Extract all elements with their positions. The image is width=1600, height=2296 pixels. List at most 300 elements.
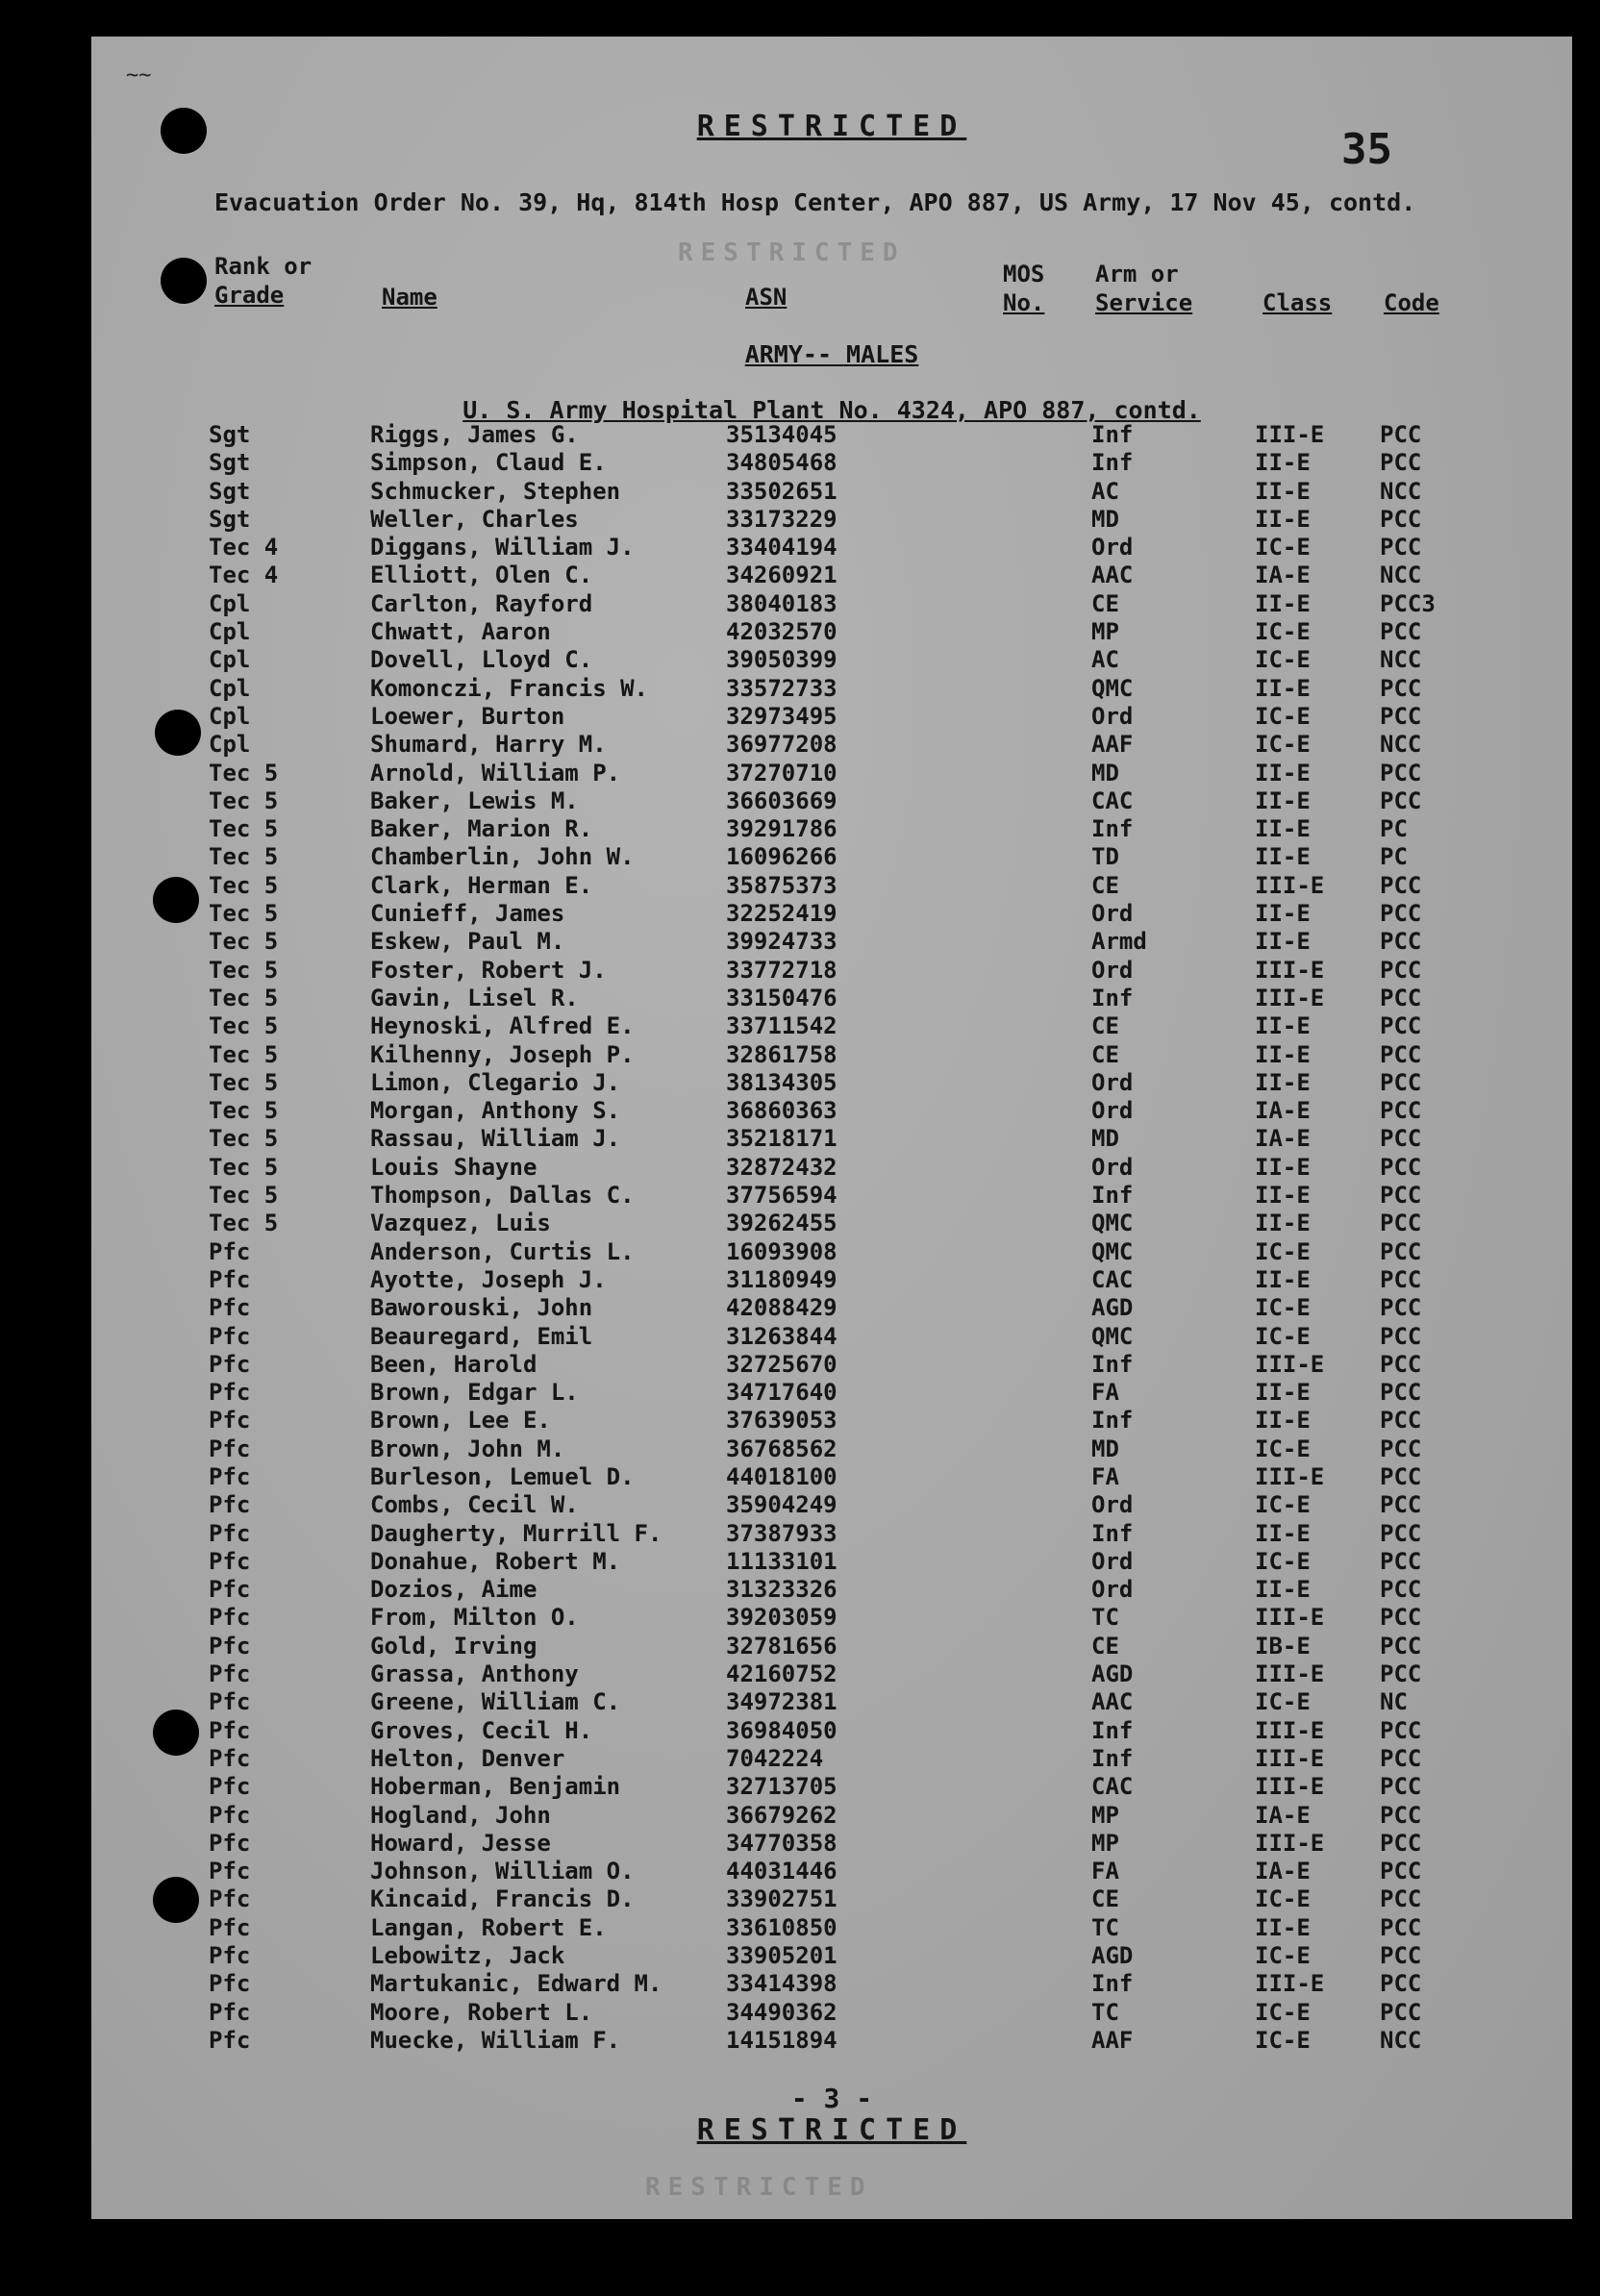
personnel-table — [91, 421, 1572, 2055]
order-header: Evacuation Order No. 39, Hq, 814th Hosp Center, APO 887, US Army, 17 Nov 45, contd. — [214, 188, 1416, 216]
asn-cell: 35134045 — [726, 421, 838, 448]
col-asn-header: ASN — [745, 284, 788, 311]
name-cell: Elliott, Olen C. — [370, 562, 593, 589]
table-row — [91, 478, 1572, 506]
rank-cell: Pfc — [209, 1379, 251, 1407]
code-cell: NCC — [1380, 2026, 1422, 2054]
class-cell: III-E — [1255, 956, 1325, 984]
class-cell: III-E — [1255, 1660, 1325, 1688]
table-row — [91, 1491, 1572, 1519]
bleed-through-text: RESTRICTED — [678, 238, 906, 267]
rank-cell: Pfc — [209, 1773, 251, 1801]
class-cell: IB-E — [1255, 1632, 1311, 1660]
rank-cell: Tec 5 — [209, 1012, 279, 1040]
asn-cell: 14151894 — [726, 2026, 838, 2054]
section-title: ARMY-- MALES — [744, 340, 919, 368]
rank-cell: Pfc — [209, 1858, 251, 1885]
rank-cell: Tec 5 — [209, 815, 279, 843]
class-cell: II-E — [1255, 589, 1311, 617]
class-cell: II-E — [1255, 1576, 1311, 1604]
class-cell: II-E — [1255, 1379, 1311, 1407]
code-cell: NCC — [1380, 562, 1422, 589]
class-cell: III-E — [1255, 984, 1325, 1011]
arm-service-cell: QMC — [1091, 674, 1134, 702]
rank-cell: Pfc — [209, 1519, 251, 1547]
asn-cell: 35218171 — [726, 1125, 838, 1153]
code-cell: PCC — [1380, 759, 1422, 786]
code-cell: PCC — [1380, 900, 1422, 928]
rank-cell: Tec 5 — [209, 1068, 279, 1096]
table-row — [91, 1520, 1572, 1548]
code-cell: PCC — [1380, 1265, 1422, 1293]
class-cell: IC-E — [1255, 1688, 1311, 1716]
asn-cell: 31263844 — [726, 1322, 838, 1350]
rank-cell: Cpl — [209, 646, 251, 674]
asn-cell: 33572733 — [726, 674, 838, 702]
code-cell: PCC — [1380, 1829, 1422, 1857]
asn-cell: 44018100 — [726, 1462, 838, 1490]
name-cell: Cunieff, James — [370, 900, 565, 928]
asn-cell: 33173229 — [726, 505, 838, 533]
table-row — [91, 675, 1572, 703]
rank-cell: Pfc — [209, 1998, 251, 2026]
table-row — [91, 1914, 1572, 1942]
rank-cell: Pfc — [209, 1294, 251, 1322]
arm-service-cell: Ord — [1091, 1547, 1134, 1575]
arm-service-cell: CE — [1091, 1632, 1119, 1660]
code-cell: PCC — [1380, 1801, 1422, 1829]
code-cell: PCC — [1380, 984, 1422, 1011]
arm-service-cell: Inf — [1091, 1519, 1134, 1547]
asn-cell: 39203059 — [726, 1604, 838, 1632]
punch-hole — [161, 258, 207, 304]
table-row — [91, 1633, 1572, 1660]
class-cell: IC-E — [1255, 731, 1311, 759]
rank-cell: Pfc — [209, 1716, 251, 1744]
name-cell: Foster, Robert J. — [370, 956, 607, 984]
corner-mark: ~~ — [126, 63, 152, 87]
table-row — [91, 1773, 1572, 1801]
asn-cell: 32252419 — [726, 900, 838, 928]
table-row — [91, 1041, 1572, 1069]
asn-cell: 33150476 — [726, 984, 838, 1011]
class-cell: IC-E — [1255, 1294, 1311, 1322]
rank-cell: Sgt — [209, 477, 251, 505]
code-cell: NCC — [1380, 731, 1422, 759]
class-cell: IC-E — [1255, 1435, 1311, 1462]
table-row — [91, 1069, 1572, 1097]
rank-cell: Pfc — [209, 1237, 251, 1265]
asn-cell: 33902751 — [726, 1885, 838, 1913]
asn-cell: 34260921 — [726, 562, 838, 589]
arm-service-cell: Ord — [1091, 702, 1134, 730]
code-cell: PCC — [1380, 786, 1422, 814]
class-cell: II-E — [1255, 1182, 1311, 1210]
asn-cell: 39924733 — [726, 928, 838, 956]
name-cell: Brown, John M. — [370, 1435, 565, 1462]
asn-cell: 39291786 — [726, 815, 838, 843]
class-cell: IC-E — [1255, 1322, 1311, 1350]
arm-service-cell: Ord — [1091, 1068, 1134, 1096]
rank-cell: Pfc — [209, 1435, 251, 1462]
name-cell: Thompson, Dallas C. — [370, 1182, 635, 1210]
rank-cell: Pfc — [209, 1407, 251, 1435]
name-cell: Donahue, Robert M. — [370, 1547, 621, 1575]
name-cell: Muecke, William F. — [370, 2026, 621, 2054]
class-cell: II-E — [1255, 815, 1311, 843]
code-cell: PCC — [1380, 421, 1422, 448]
rank-cell: Pfc — [209, 1604, 251, 1632]
code-cell: PCC — [1380, 1604, 1422, 1632]
code-cell: PCC — [1380, 1885, 1422, 1913]
class-cell: IC-E — [1255, 702, 1311, 730]
table-row — [91, 1125, 1572, 1153]
class-cell: III-E — [1255, 871, 1325, 899]
class-cell: III-E — [1255, 421, 1325, 448]
code-cell: PCC — [1380, 1294, 1422, 1322]
table-row — [91, 1660, 1572, 1688]
arm-service-cell: AAF — [1091, 731, 1134, 759]
asn-cell: 32725670 — [726, 1350, 838, 1378]
col-mos-header: MOS No. — [1003, 261, 1045, 316]
arm-service-cell: CE — [1091, 1012, 1119, 1040]
class-cell: IC-E — [1255, 2026, 1311, 2054]
asn-cell: 42160752 — [726, 1660, 838, 1688]
table-row — [91, 1097, 1572, 1125]
table-row — [91, 1717, 1572, 1745]
name-cell: Daugherty, Murrill F. — [370, 1519, 662, 1547]
code-cell: PCC — [1380, 1237, 1422, 1265]
bleed-through-text: RESTRICTED — [645, 2173, 873, 2202]
name-cell: Rassau, William J. — [370, 1125, 621, 1153]
asn-cell: 35875373 — [726, 871, 838, 899]
table-row — [91, 1435, 1572, 1463]
rank-cell: Tec 5 — [209, 1040, 279, 1068]
code-cell: PCC — [1380, 1716, 1422, 1744]
name-cell: Baker, Lewis M. — [370, 786, 579, 814]
table-row — [91, 1688, 1572, 1716]
code-cell: NCC — [1380, 477, 1422, 505]
arm-service-cell: TC — [1091, 1998, 1119, 2026]
table-row — [91, 1012, 1572, 1040]
asn-cell: 32713705 — [726, 1773, 838, 1801]
class-cell: IC-E — [1255, 646, 1311, 674]
table-row — [91, 985, 1572, 1012]
rank-cell: Tec 5 — [209, 956, 279, 984]
asn-cell: 33404194 — [726, 534, 838, 562]
name-cell: Greene, William C. — [370, 1688, 621, 1716]
table-row — [91, 760, 1572, 787]
arm-service-cell: AAC — [1091, 1688, 1134, 1716]
arm-service-cell: Inf — [1091, 1182, 1134, 1210]
table-row — [91, 1407, 1572, 1435]
arm-service-cell: CAC — [1091, 1265, 1134, 1293]
rank-cell: Tec 5 — [209, 871, 279, 899]
arm-service-cell: AGD — [1091, 1660, 1134, 1688]
asn-cell: 38134305 — [726, 1068, 838, 1096]
class-cell: II-E — [1255, 1519, 1311, 1547]
name-cell: Chwatt, Aaron — [370, 618, 551, 646]
rank-cell: Sgt — [209, 505, 251, 533]
class-cell: II-E — [1255, 505, 1311, 533]
table-row — [91, 1970, 1572, 1998]
class-cell: II-E — [1255, 1153, 1311, 1181]
rank-cell: Tec 5 — [209, 1182, 279, 1210]
class-cell: IC-E — [1255, 534, 1311, 562]
name-cell: Lebowitz, Jack — [370, 1942, 565, 1970]
asn-cell: 38040183 — [726, 589, 838, 617]
name-cell: Been, Harold — [370, 1350, 538, 1378]
rank-cell: Tec 5 — [209, 1097, 279, 1125]
arm-service-cell: Inf — [1091, 421, 1134, 448]
arm-service-cell: MP — [1091, 1829, 1119, 1857]
name-cell: Riggs, James G. — [370, 421, 579, 448]
page-number: 35 — [1341, 125, 1392, 174]
class-cell: II-E — [1255, 1068, 1311, 1096]
code-cell: PCC3 — [1380, 589, 1436, 617]
restricted-footer: RESTRICTED — [696, 2113, 967, 2147]
rank-cell: Tec 5 — [209, 1125, 279, 1153]
code-cell: PCC — [1380, 1576, 1422, 1604]
asn-cell: 42032570 — [726, 618, 838, 646]
arm-service-cell: Ord — [1091, 956, 1134, 984]
arm-service-cell: Ord — [1091, 1491, 1134, 1519]
name-cell: Burleson, Lemuel D. — [370, 1462, 635, 1490]
name-cell: Gold, Irving — [370, 1632, 538, 1660]
class-cell: II-E — [1255, 1265, 1311, 1293]
asn-cell: 7042224 — [726, 1744, 824, 1772]
code-cell: PCC — [1380, 1632, 1422, 1660]
name-cell: Hoberman, Benjamin — [370, 1773, 621, 1801]
rank-cell: Pfc — [209, 1913, 251, 1941]
arm-service-cell: Ord — [1091, 1576, 1134, 1604]
class-cell: II-E — [1255, 1012, 1311, 1040]
asn-cell: 37639053 — [726, 1407, 838, 1435]
table-row — [91, 1802, 1572, 1830]
code-cell: PCC — [1380, 449, 1422, 477]
code-cell: PCC — [1380, 1068, 1422, 1096]
rank-cell: Pfc — [209, 1970, 251, 1998]
table-row — [91, 1182, 1572, 1210]
arm-service-cell: Ord — [1091, 900, 1134, 928]
class-cell: IA-E — [1255, 1858, 1311, 1885]
arm-service-cell: MD — [1091, 1435, 1119, 1462]
table-row — [91, 562, 1572, 589]
name-cell: Weller, Charles — [370, 505, 579, 533]
class-cell: IA-E — [1255, 1125, 1311, 1153]
class-cell: III-E — [1255, 1773, 1325, 1801]
asn-cell: 31180949 — [726, 1265, 838, 1293]
asn-cell: 34490362 — [726, 1998, 838, 2026]
code-cell: PCC — [1380, 1012, 1422, 1040]
arm-service-cell: TC — [1091, 1913, 1119, 1941]
name-cell: Gavin, Lisel R. — [370, 984, 579, 1011]
name-cell: Helton, Denver — [370, 1744, 565, 1772]
asn-cell: 33610850 — [726, 1913, 838, 1941]
code-cell: PCC — [1380, 1182, 1422, 1210]
asn-cell: 32973495 — [726, 702, 838, 730]
asn-cell: 39262455 — [726, 1210, 838, 1237]
restricted-header: RESTRICTED — [696, 110, 967, 143]
asn-cell: 39050399 — [726, 646, 838, 674]
name-cell: Loewer, Burton — [370, 702, 565, 730]
table-row — [91, 506, 1572, 534]
rank-cell: Tec 4 — [209, 534, 279, 562]
col-arm-header: Arm or Service — [1095, 261, 1193, 316]
class-cell: III-E — [1255, 1350, 1325, 1378]
rank-cell: Sgt — [209, 421, 251, 448]
code-cell: PCC — [1380, 1519, 1422, 1547]
asn-cell: 32781656 — [726, 1632, 838, 1660]
rank-cell: Pfc — [209, 1885, 251, 1913]
table-row — [91, 590, 1572, 618]
table-row — [91, 815, 1572, 843]
asn-cell: 33711542 — [726, 1012, 838, 1040]
rank-cell: Pfc — [209, 1942, 251, 1970]
asn-cell: 31323326 — [726, 1576, 838, 1604]
class-cell: III-E — [1255, 1829, 1325, 1857]
table-row — [91, 449, 1572, 477]
arm-service-cell: MD — [1091, 1125, 1119, 1153]
asn-cell: 32872432 — [726, 1153, 838, 1181]
asn-cell: 34972381 — [726, 1688, 838, 1716]
class-cell: IC-E — [1255, 1237, 1311, 1265]
rank-cell: Cpl — [209, 674, 251, 702]
rank-cell: Pfc — [209, 1829, 251, 1857]
code-cell: PCC — [1380, 1491, 1422, 1519]
table-row — [91, 1351, 1572, 1379]
col-name-header: Name — [382, 284, 438, 311]
name-cell: Grassa, Anthony — [370, 1660, 579, 1688]
arm-service-cell: FA — [1091, 1379, 1119, 1407]
code-cell: PCC — [1380, 928, 1422, 956]
arm-service-cell: QMC — [1091, 1210, 1134, 1237]
class-cell: IC-E — [1255, 1998, 1311, 2026]
arm-service-cell: Ord — [1091, 1153, 1134, 1181]
asn-cell: 34717640 — [726, 1379, 838, 1407]
arm-service-cell: MD — [1091, 759, 1119, 786]
class-cell: II-E — [1255, 1210, 1311, 1237]
class-cell: IA-E — [1255, 1801, 1311, 1829]
rank-cell: Pfc — [209, 1547, 251, 1575]
class-cell: IC-E — [1255, 1491, 1311, 1519]
rank-cell: Tec 5 — [209, 843, 279, 871]
asn-cell: 37270710 — [726, 759, 838, 786]
name-cell: Baker, Marion R. — [370, 815, 593, 843]
class-cell: II-E — [1255, 1040, 1311, 1068]
name-cell: Martukanic, Edward M. — [370, 1970, 662, 1998]
class-cell: III-E — [1255, 1970, 1325, 1998]
document-page — [91, 37, 1572, 2219]
arm-service-cell: Ord — [1091, 1097, 1134, 1125]
arm-service-cell: MP — [1091, 618, 1119, 646]
asn-cell: 34805468 — [726, 449, 838, 477]
asn-cell: 11133101 — [726, 1547, 838, 1575]
asn-cell: 33414398 — [726, 1970, 838, 1998]
name-cell: Vazquez, Luis — [370, 1210, 551, 1237]
code-cell: PC — [1380, 843, 1408, 871]
class-cell: IA-E — [1255, 1097, 1311, 1125]
name-cell: Groves, Cecil H. — [370, 1716, 593, 1744]
class-cell: IC-E — [1255, 618, 1311, 646]
class-cell: III-E — [1255, 1716, 1325, 1744]
code-cell: PCC — [1380, 1040, 1422, 1068]
table-row — [91, 872, 1572, 900]
code-cell: PCC — [1380, 1970, 1422, 1998]
code-cell: PCC — [1380, 674, 1422, 702]
arm-service-cell: AC — [1091, 477, 1119, 505]
rank-cell: Pfc — [209, 1688, 251, 1716]
arm-service-cell: Inf — [1091, 1970, 1134, 1998]
class-cell: III-E — [1255, 1744, 1325, 1772]
arm-service-cell: Inf — [1091, 815, 1134, 843]
table-row — [91, 1830, 1572, 1858]
col-rank-header: Rank or Grade — [214, 253, 312, 309]
class-cell: IA-E — [1255, 562, 1311, 589]
arm-service-cell: AGD — [1091, 1942, 1134, 1970]
arm-service-cell: CE — [1091, 1040, 1119, 1068]
rank-cell: Pfc — [209, 1462, 251, 1490]
table-row — [91, 1323, 1572, 1351]
class-cell: IC-E — [1255, 1942, 1311, 1970]
table-row — [91, 1942, 1572, 1970]
class-cell: III-E — [1255, 1604, 1325, 1632]
arm-service-cell: Inf — [1091, 1407, 1134, 1435]
table-row — [91, 1294, 1572, 1322]
arm-service-cell: Inf — [1091, 1744, 1134, 1772]
table-row — [91, 1604, 1572, 1632]
code-cell: PCC — [1380, 1942, 1422, 1970]
asn-cell: 36679262 — [726, 1801, 838, 1829]
asn-cell: 37387933 — [726, 1519, 838, 1547]
code-cell: PCC — [1380, 1858, 1422, 1885]
name-cell: Howard, Jesse — [370, 1829, 551, 1857]
code-cell: NC — [1380, 1688, 1408, 1716]
code-cell: PCC — [1380, 1210, 1422, 1237]
rank-cell: Pfc — [209, 1491, 251, 1519]
table-row — [91, 843, 1572, 871]
table-row — [91, 900, 1572, 928]
name-cell: Kilhenny, Joseph P. — [370, 1040, 635, 1068]
arm-service-cell: QMC — [1091, 1322, 1134, 1350]
subsection-title: U. S. Army Hospital Plant No. 4324, APO 887, contd. — [462, 396, 1201, 424]
name-cell: Beauregard, Emil — [370, 1322, 593, 1350]
code-cell: PCC — [1380, 1379, 1422, 1407]
arm-service-cell: CAC — [1091, 1773, 1134, 1801]
arm-service-cell: MP — [1091, 1801, 1119, 1829]
name-cell: Simpson, Claud E. — [370, 449, 607, 477]
arm-service-cell: Inf — [1091, 449, 1134, 477]
arm-service-cell: QMC — [1091, 1237, 1134, 1265]
rank-cell: Pfc — [209, 1801, 251, 1829]
asn-cell: 35904249 — [726, 1491, 838, 1519]
arm-service-cell: MD — [1091, 505, 1119, 533]
code-cell: PCC — [1380, 1125, 1422, 1153]
arm-service-cell: Armd — [1091, 928, 1147, 956]
asn-cell: 42088429 — [726, 1294, 838, 1322]
name-cell: Brown, Edgar L. — [370, 1379, 579, 1407]
asn-cell: 36977208 — [726, 731, 838, 759]
name-cell: Limon, Clegario J. — [370, 1068, 621, 1096]
code-cell: NCC — [1380, 646, 1422, 674]
name-cell: Eskew, Paul M. — [370, 928, 565, 956]
code-cell: PCC — [1380, 1773, 1422, 1801]
class-cell: II-E — [1255, 477, 1311, 505]
class-cell: II-E — [1255, 674, 1311, 702]
asn-cell: 33502651 — [726, 477, 838, 505]
name-cell: Diggans, William J. — [370, 534, 635, 562]
class-cell: II-E — [1255, 786, 1311, 814]
